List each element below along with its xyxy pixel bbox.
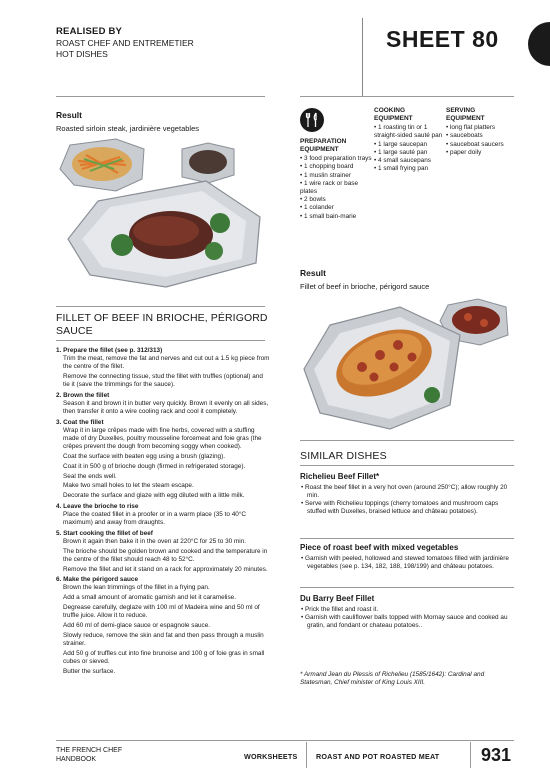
step-text: Wrap it in large crêpes made with fine herbs, covered with a stuffing made of dry Duxelles, poultry mousseline forcemeat and foie gras (the crêpes prevent the dough from becoming soggy when cooked). [63, 426, 262, 450]
step-text: Add 60 ml of demi-glace sauce or espagnole sauce. [63, 622, 211, 630]
similar-divider [300, 587, 514, 588]
step-text: Butter the surface. [63, 667, 116, 675]
similar-dish-title: Du Barry Beef Fillet [300, 594, 375, 603]
step-text: Make two small holes to let the steam escape. [63, 482, 194, 490]
top-rule-right [300, 96, 514, 97]
fork-knife-icon [300, 108, 324, 132]
equipment-item: • 1 chopping board [300, 163, 372, 171]
similar-dish [300, 543, 514, 571]
equipment-item: • 1 wire rack or base plates [300, 180, 372, 196]
cooking-list [374, 124, 444, 173]
result-left-text: Roasted sirloin steak, jardinière vegetables [56, 124, 199, 133]
result-right-text: Fillet of beef in brioche, périgord sauce [300, 282, 430, 291]
footer-rule [56, 740, 514, 741]
equipment-item: • 4 small saucepans [374, 157, 444, 165]
step-text: Remove the fillet and let it stand on a rack for approximately 20 minutes. [63, 565, 268, 573]
footer-book-line-2: HANDBOOK [56, 756, 97, 763]
top-rule-left [56, 96, 265, 97]
realised-line-1: ROAST CHEF AND ENTREMETIER [56, 38, 194, 48]
equipment-item: • sauceboats [446, 132, 518, 140]
similar-dish [300, 594, 514, 630]
cooking-heading: COOKING EQUIPMENT [374, 107, 413, 122]
footer-chapter: ROAST AND POT ROASTED MEAT [316, 752, 440, 761]
result-left-label: Result [56, 110, 82, 120]
realised-by-text [56, 38, 256, 60]
step-title: 3. Coat the fillet [56, 418, 104, 426]
step-title: 1. Prepare the fillet (see p. 312/313) [56, 347, 163, 354]
step-text: Place the coated fillet in a proofer or in a warm place (35 to 40°C maximum) and away from draughts. [63, 510, 247, 527]
step-text: Trim the meat, remove the fat and nerves and cut out a 1.5 kg piece from the centre of the fillet. [63, 355, 270, 371]
step-text: Coat it in 500 g of brioche dough (firmed in refrigerated storage). [63, 462, 246, 470]
step-text: Slowly reduce, remove the skin and fat and then pass through a muslin strainer. [63, 631, 264, 648]
recipe-step [56, 503, 270, 527]
step-text: Coat the surface with beaten egg using a brush (glazing). [63, 452, 225, 460]
realised-line-2: HOT DISHES [56, 49, 108, 59]
step-text: Add 50 g of truffles cut into fine brunoise and 100 g of foie gras in small cubes or sieved. [63, 649, 265, 666]
result-right-label: Result [300, 268, 326, 278]
beef-brioche-photo [300, 295, 514, 433]
recipe-title: FILLET OF BEEF IN BRIOCHE, PÉRIGORD SAUCE [56, 312, 268, 337]
realised-by-label: REALISED BY [56, 26, 123, 37]
equipment-item: • 2 bowls [300, 196, 372, 204]
step-text: Brown it again then bake it in the oven at 220°C for 25 to 30 min. [63, 537, 247, 545]
similar-dish-list [300, 484, 514, 516]
similar-dish-item: • Garnish with peeled, hollowed and stewed tomatoes filled with jardinière vegetables (see p. 134, 182, 188, 198/199) and château potatoes. [300, 555, 514, 571]
serving-equipment [446, 107, 518, 157]
footer-book [56, 746, 122, 764]
equipment-item: • 1 roasting tin or 1 straight-sided sauté pan [374, 124, 444, 140]
equipment-item: • 1 large saucepan [374, 141, 444, 149]
step-text: Remove the connecting tissue, stud the fillet with truffles (optional) and tie it (save the trimmings for the sauce). [63, 373, 263, 389]
preparation-list [300, 155, 372, 221]
page-number: 931 [481, 745, 512, 765]
footer-section: WORKSHEETS [244, 752, 298, 761]
sheet-title: SHEET 80 [386, 26, 499, 52]
equipment-item: • 3 food preparation trays [300, 155, 372, 163]
similar-dishes-title: SIMILAR DISHES [300, 450, 387, 462]
recipe-step [56, 347, 270, 389]
equipment-item: • 1 muslin strainer [300, 172, 372, 180]
step-text: Season it and brown it in butter very quickly. Brown it evenly on all sides, then transfer it onto a wire cooling rack and cool it completely. [63, 399, 269, 415]
step-title: 6. Make the périgord sauce [56, 576, 139, 584]
serving-heading: SERVING EQUIPMENT [446, 107, 485, 122]
serving-list [446, 124, 518, 157]
footer-divider [306, 742, 307, 768]
equipment-item: • 1 small frying pan [374, 165, 444, 173]
similar-dish-list [300, 555, 514, 571]
footer-divider [470, 742, 471, 768]
header-divider [362, 18, 363, 96]
equipment-item: • long flat platters [446, 124, 518, 132]
footnote: * Armand Jean du Plessis of Richelieu (1585/1642): Cardinal and Statesman, Chief minister of King Louis XIII. [300, 671, 485, 687]
similar-dish-list [300, 606, 514, 630]
equipment-item: • sauceboat saucers [446, 141, 518, 149]
cooking-equipment [374, 107, 444, 173]
step-text: Seal the ends well. [63, 472, 117, 480]
step-text: Degrease carefully, deglaze with 100 ml of Madeira wine and 50 ml of truffle juice. Allow it to reduce. [63, 604, 260, 620]
recipe-rule-bottom [56, 340, 265, 341]
similar-dish-item: • Serve with Richelieu toppings (cherry tomatoes and mushroom caps stuffed with Duxelles, braised lettuce and château potatoes). [300, 500, 514, 516]
similar-dish-item: • Roast the beef fillet in a very hot oven (around 250°C); allow roughly 20 min. [300, 484, 514, 500]
footer-book-line-1: THE FRENCH CHEF [56, 747, 123, 754]
equipment-item: • 1 small bain-marie [300, 213, 372, 221]
step-text: The brioche should be golden brown and cooked and the temperature in the centre of the fillet should reach 48 to 52°C. [63, 547, 268, 563]
preparation-heading: PREPARATION EQUIPMENT [300, 138, 347, 153]
recipe-step [56, 530, 270, 574]
step-title: 2. Brown the fillet [56, 391, 110, 399]
recipe-steps [56, 347, 270, 679]
similar-dish-item: • Prick the fillet and roast it. [300, 606, 514, 614]
recipe-rule-top [56, 306, 265, 307]
preparation-equipment [300, 138, 372, 221]
sirloin-photo [56, 135, 270, 293]
equipment-item: • 1 large sauté pan [374, 149, 444, 157]
similar-dish-title: Piece of roast beef with mixed vegetables [300, 543, 459, 552]
sheet-tab-marker [528, 22, 550, 66]
similar-rule-top [300, 440, 514, 441]
similar-dish [300, 472, 514, 516]
similar-dish-item: • Garnish with cauliflower balls topped with Mornay sauce and cooked au gratin, and fondant or chateau potatoes.. [300, 614, 514, 630]
step-text: Decorate the surface and glaze with egg diluted with a little milk. [63, 492, 245, 500]
recipe-step [56, 392, 270, 416]
similar-dish-title: Richelieu Beef Fillet* [300, 472, 380, 481]
recipe-step [56, 419, 270, 501]
equipment-item: • paper doily [446, 149, 518, 157]
step-title: 4. Leave the brioche to rise [56, 502, 139, 510]
step-title: 5. Start cooking the fillet of beef [56, 529, 153, 537]
step-text: Add a small amount of aromatic garnish and let it caramelise. [63, 594, 236, 602]
equipment-item: • 1 colander [300, 204, 372, 212]
recipe-step [56, 576, 270, 676]
similar-rule-bottom [300, 465, 514, 466]
step-text: Brown the lean trimmings of the fillet in a frying pan. [63, 584, 210, 592]
similar-divider [300, 538, 514, 539]
